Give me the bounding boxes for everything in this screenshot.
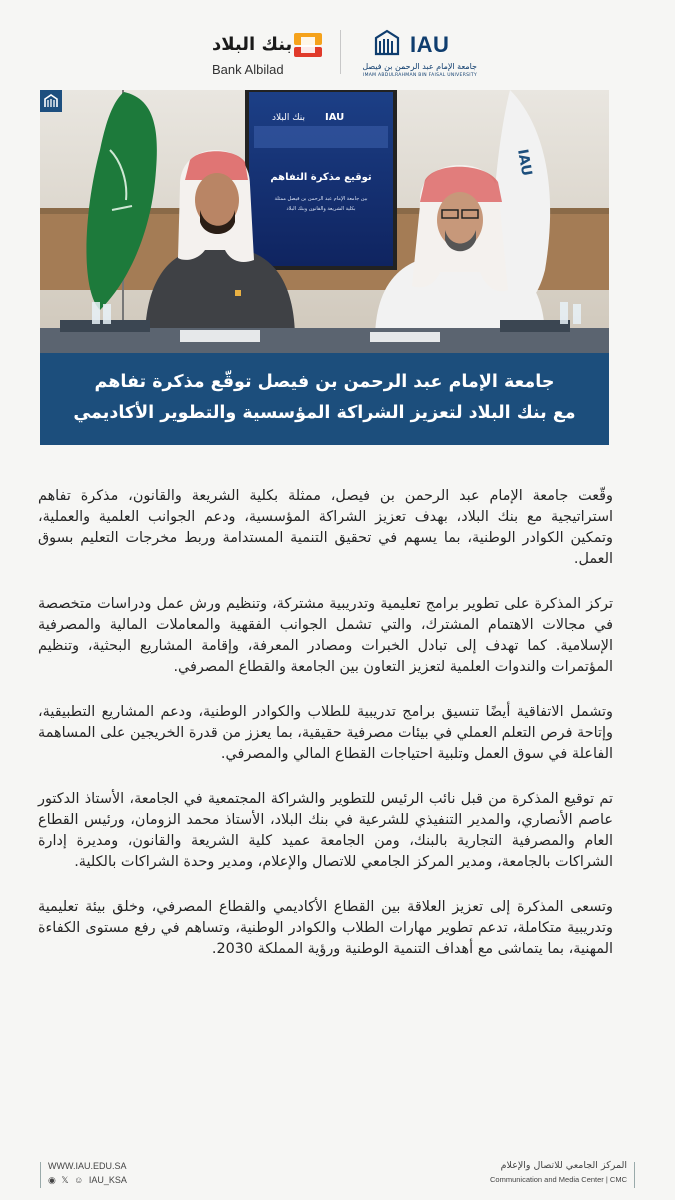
iau-small-emblem-icon: [40, 90, 62, 112]
svg-text:IAU: IAU: [514, 147, 535, 178]
iau-arabic-name: جامعة الإمام عبد الرحمن بن فيصل: [362, 62, 477, 71]
screen-line-2: بكلية الشريعة والقانون وبنك البلاد: [286, 206, 356, 212]
footer-center-arabic: المركز الجامعي للاتصال والإعلام: [500, 1160, 627, 1171]
photo-corner-badge: [40, 90, 62, 112]
footer-website[interactable]: WWW.IAU.EDU.SA: [48, 1161, 127, 1171]
footer-divider-left: [40, 1162, 41, 1188]
headline-line-2: مع بنك البلاد لتعزيز الشراكة المؤسسية والتطوير الأكاديمي: [73, 403, 576, 423]
headline-banner: [40, 353, 609, 445]
footer-social: [48, 1175, 130, 1186]
bank-albilad-logo: [212, 28, 332, 78]
bank-albilad-mark-icon: [292, 30, 326, 60]
paragraph-5: وتسعى المذكرة إلى تعزيز العلاقة بين القطاع الأكاديمي والقطاع المصرفي، وخلق بيئة تعليمية وتدريبية متكاملة، تدعم تطوير مهارات الطلاب والكوادر الوطنية، وتساهم في رفع مستوى الكفاءة المهنية، بما يتماشى مع أهداف التنمية الوطنية ورؤية المملكة 2030.: [38, 899, 613, 957]
bank-english-name: Bank Albilad: [212, 62, 284, 77]
headline-line-1: جامعة الإمام عبد الرحمن بن فيصل توقّع مذكرة تفاهم: [94, 372, 555, 392]
bank-arabic-name: بنك البلاد: [212, 34, 293, 55]
paragraph-4: تم توقيع المذكرة من قبل نائب الرئيس للتطوير والشراكة المجتمعية في الجامعة، الأستاذ الدكتور عاصم الأنصاري، والمدير التنفيذي للشرعية في بنك البلاد، الأستاذ محمد الزومان، ورئيس القطاع العام والمصرفية التجارية بالبنك، ومن الجامعة عميد كلية الشريعة والقانون، ومديرة إدارة الشراكات بالجامعة، ومدير المركز الجامعي للاتصال والإعلام، ومدير وحدة الشراكات بالكلية.: [38, 791, 613, 870]
logo-divider: [340, 30, 341, 74]
iau-logo: [352, 28, 477, 78]
screen-title-text: توقيع مذكرة التفاهم: [270, 172, 372, 183]
iau-english-name: IMAM ABDULRAHMAN BIN FAISAL UNIVERSITY: [362, 73, 477, 78]
x-icon[interactable]: 𝕏: [61, 1175, 69, 1185]
screen-bank-text: بنك البلاد: [272, 113, 306, 123]
instagram-icon[interactable]: ◉: [48, 1175, 56, 1185]
footer-social-handle[interactable]: IAU_KSA: [88, 1175, 127, 1185]
article-body: [38, 486, 613, 984]
signing-ceremony-image: [40, 90, 609, 353]
paragraph-1: وقّعت جامعة الإمام عبد الرحمن بن فيصل، ممثلة بكلية الشريعة والقانون، مذكرة تفاهم استراتيجية مع بنك البلاد، بهدف تعزيز الشراكة المؤسسية، ودعم الجوانب العلمية والعملية، وتمكين الكوادر الوطنية، بما يسهم في تحقيق التنمية المستدامة وربط مخرجات التعليم بسوق العمل.: [38, 488, 613, 567]
iau-wordmark: IAU: [410, 32, 450, 57]
snapchat-icon[interactable]: ☺: [74, 1175, 84, 1185]
logo-bar: [0, 20, 675, 82]
iau-emblem-icon: [374, 28, 400, 58]
paragraph-3: وتشمل الاتفاقية أيضًا تنسيق برامج تدريبية للطلاب والكوادر الوطنية، ودعم المشاريع التطبيقية، وإتاحة فرص التعلم العملي في بيئات مصرفية حقيقية، بما يعزز من قدرة الخريجين على المساهمة الفاعلة في سوق العمل وتلبية احتياجات القطاع المالي والمصرفي.: [38, 704, 613, 762]
footer: [0, 1156, 675, 1200]
paragraph-2: تركز المذكرة على تطوير برامج تعليمية وتدريبية مشتركة، وتنظيم ورش عمل ودراسات متخصصة في مجالات الاهتمام المشترك، والتي تشمل الجوانب الفقهية والمعاملات المالية والمصرفية الإسلامية. كما تهدف إلى تبادل الخبرات ومصادر المعرفة، وإقامة المشاريع البحثية، وتنظيم المؤتمرات والندوات العلمية لتعزيز التعاون بين الجامعة والقطاع المصرفي.: [38, 596, 613, 675]
footer-center-english: Communication and Media Center | CMC: [489, 1175, 627, 1184]
svg-text:IAU: IAU: [325, 112, 345, 123]
signing-photo: [40, 90, 609, 353]
screen-line-1: بين جامعة الإمام عبد الرحمن بن فيصل ممثلة: [274, 196, 368, 202]
footer-divider-right: [634, 1162, 635, 1188]
